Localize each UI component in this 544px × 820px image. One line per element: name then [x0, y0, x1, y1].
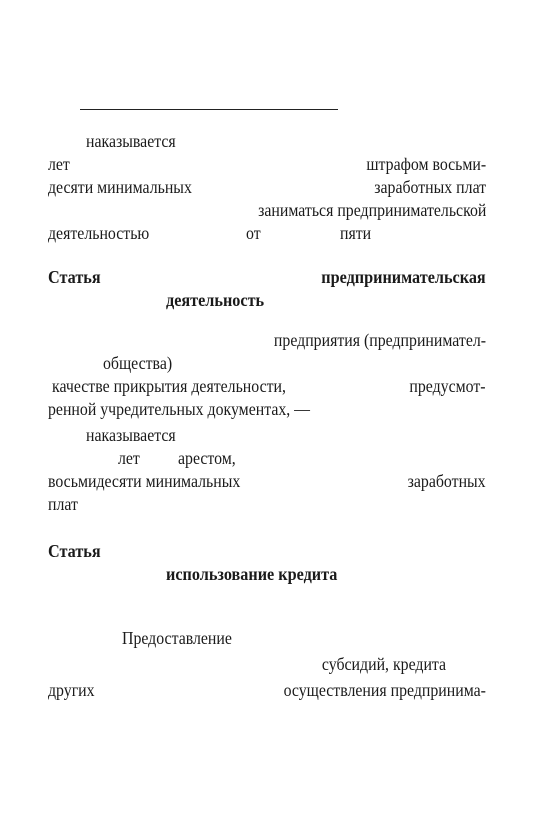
- article-label: Статья: [48, 267, 101, 287]
- text-line: десяти минимальных: [48, 177, 192, 197]
- article-title: деятельность: [166, 290, 265, 310]
- text-line: Предоставление: [122, 628, 232, 648]
- text-line: предприятия (предпринимател-: [273, 330, 486, 350]
- text-line: других: [48, 680, 95, 700]
- article-title: использование кредита: [166, 564, 338, 584]
- text-line: общества): [103, 353, 173, 373]
- text-line: плат: [48, 494, 78, 514]
- text-line: лет: [118, 448, 140, 468]
- text-line: заниматься предпринимательской: [257, 200, 486, 220]
- text-line: деятельностью: [48, 223, 150, 243]
- text-line: арестом,: [178, 448, 236, 468]
- text-line: ренной учредительных документах, —: [48, 399, 311, 419]
- text-line: пяти: [340, 223, 372, 243]
- text-line: осуществления предпринима-: [283, 680, 486, 700]
- text-line: штрафом восьми-: [366, 154, 486, 174]
- text-line: заработных плат: [374, 177, 486, 197]
- text-line: лет: [48, 154, 70, 174]
- text-line: качестве прикрытия деятельности,: [52, 376, 286, 396]
- separator-rule: [80, 109, 338, 110]
- text-line: наказывается: [86, 131, 176, 151]
- text-line: предусмот-: [409, 376, 486, 396]
- text-line: субсидий, кредита: [321, 654, 446, 674]
- text-line: восьмидесяти минимальных: [48, 471, 241, 491]
- article-title: предпринимательская: [321, 267, 486, 287]
- text-line: наказывается: [86, 425, 176, 445]
- text-line: от: [246, 223, 261, 243]
- article-label: Статья: [48, 541, 101, 561]
- text-line: заработных: [408, 471, 486, 491]
